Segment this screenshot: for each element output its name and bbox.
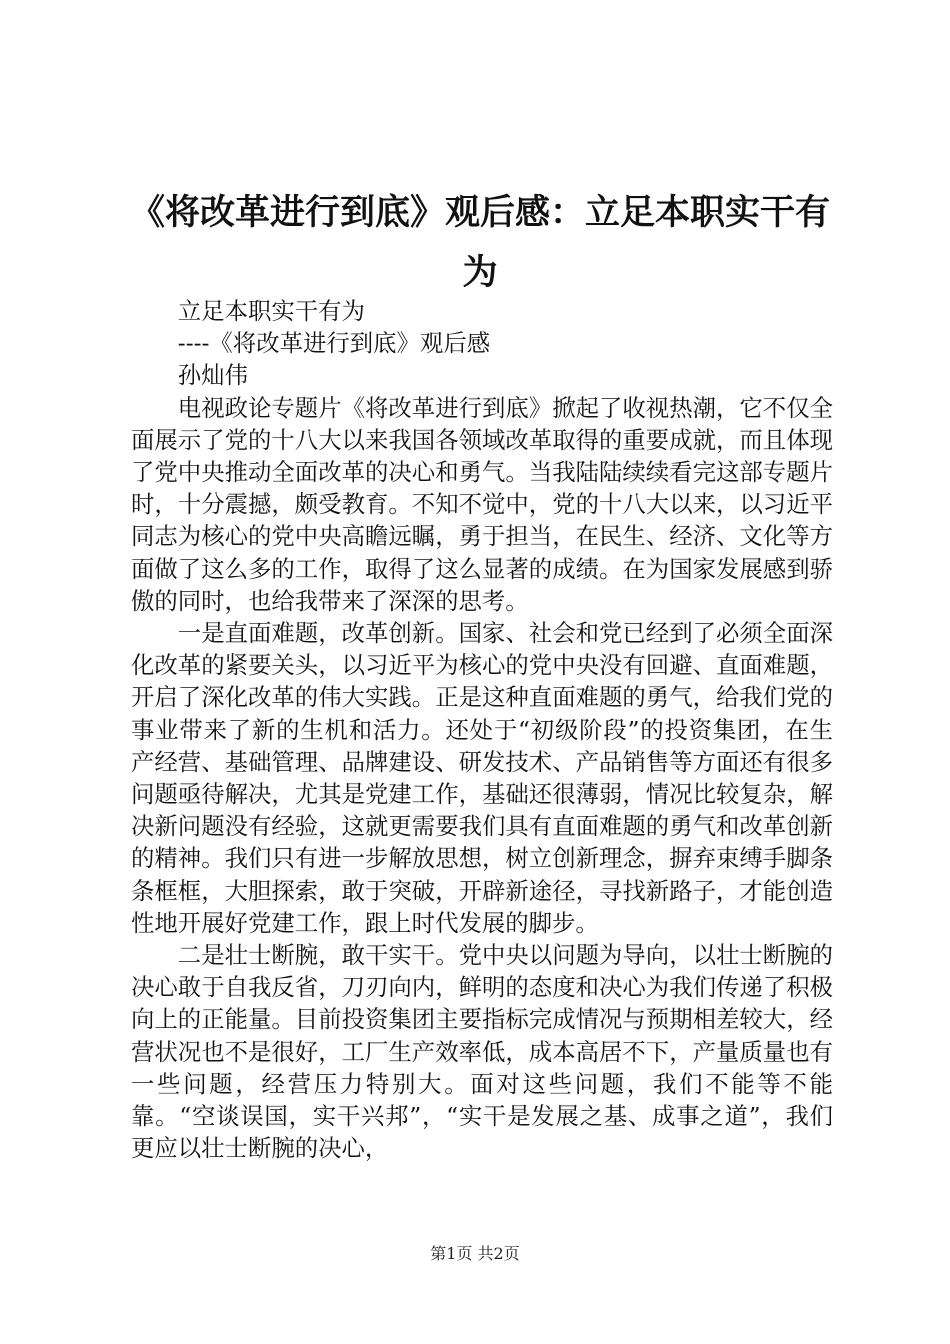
paragraph-2: 一是直面难题，改革创新。国家、社会和党已经到了必须全面深化改革的紧要关头，以习近平为核心的党中央没有回避、直面难题，开启了深化改革的伟大实践。正是这种直面难题的勇气，给我们党的事业带来了新的生机和活力。还处于“初级阶段”的投资集团，在生产经营、基础管理、品牌建设、研发技术、产品销售等方面还有很多问题亟待解决，尤其是党建工作，基础还很薄弱，情况比较复杂，解决新问题没有经验，这就更需要我们具有直面难题的勇气和改革创新的精神。我们只有进一步解放思想，树立创新理念，摒弃束缚手脚条条框框，大胆探索，敢于突破，开辟新途径，寻找新路子，才能创造性地开展好党建工作，跟上时代发展的脚步。 (131, 619, 833, 937)
paragraph-1: 电视政论专题片《将改革进行到底》掀起了收视热潮，它不仅全面展示了党的十八大以来我国各领域改革取得的重要成就，而且体现了党中央推动全面改革的决心和勇气。当我陆陆续续看完这部专题片时，十分震撼，颇受教育。不知不觉中，党的十八大以来，以习近平同志为核心的党中央高瞻远瞩，勇于担当，在民生、经济、文化等方面做了这么多的工作，取得了这么显著的成绩。在为国家发展感到骄傲的同时，也给我带来了深深的思考。 (131, 393, 833, 615)
subtitle-line-1: 立足本职实干有为 (177, 297, 365, 325)
subtitle-line-2: ----《将改革进行到底》观后感 (177, 329, 491, 358)
page-footer: 第1页 共2页 (430, 1244, 520, 1263)
document-body (131, 295, 833, 1164)
document-title: 《将改革进行到底》观后感：立足本职实干有为 (129, 192, 830, 293)
author-name: 孙灿伟 (177, 361, 248, 390)
paragraph-3: 二是壮士断腕，敢干实干。党中央以问题为导向，以壮士断腕的决心敢于自我反省，刀刃向内，鲜明的态度和决心为我们传递了积极向上的正能量。目前投资集团主要指标完成情况与预期相差较大，经营状况也不是很好，工厂生产效率低，成本高居不下，产量质量也有一些问题，经营压力特别大。面对这些问题，我们不能等不能靠。“空谈误国，实干兴邦”，“实干是发展之基、成事之道”，我们更应以壮士断腕的决心， (131, 941, 833, 1163)
